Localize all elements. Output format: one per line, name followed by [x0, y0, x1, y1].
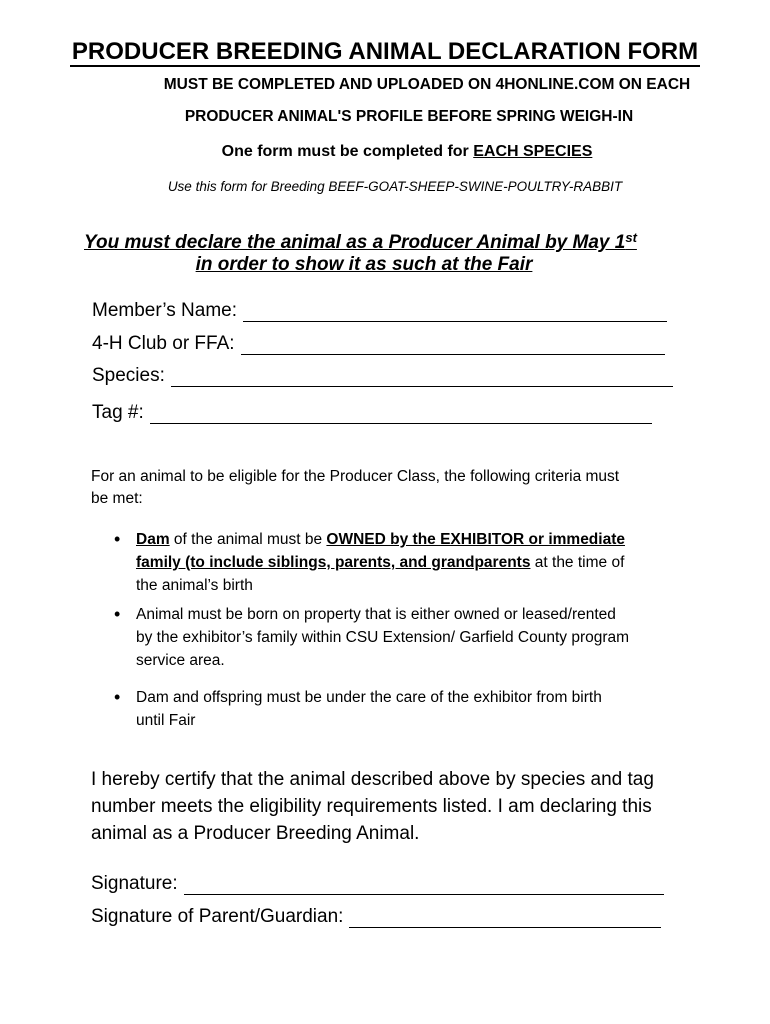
species-label: Species:	[92, 365, 165, 386]
member-name-field	[92, 300, 667, 322]
species-field	[92, 365, 673, 387]
tag-field	[92, 402, 652, 424]
subtitle-line-1: MUST BE COMPLETED AND UPLOADED ON 4HONLINE.COM ON EACH	[163, 76, 691, 93]
item1-mid: of the animal must be	[169, 531, 327, 548]
bullet-icon: •	[114, 687, 121, 707]
parent-signature-field	[91, 906, 661, 928]
declare-line-1-text: You must declare the animal as a Producer Animal by May 1	[84, 232, 626, 253]
signature-line[interactable]	[184, 876, 664, 895]
item1-end: at the time of the animal’s birth	[136, 554, 625, 594]
signature-label: Signature:	[91, 873, 178, 894]
bullet-icon: •	[114, 604, 121, 624]
list-item	[110, 686, 630, 732]
form-title	[0, 38, 770, 66]
member-name-label: Member’s Name:	[92, 300, 238, 321]
use-for-note: Use this form for Breeding BEEF-GOAT-SHEEP-SWINE-POULTRY-RABBIT	[167, 179, 623, 194]
one-form-prefix: One form must be completed for	[221, 143, 474, 160]
item3-text: Dam and offspring must be under the care of the exhibitor from birth until Fair	[136, 689, 602, 729]
certification-text: I hereby certify that the animal described above by species and tag number meets the eligibility requirements listed. I am declaring this animal as a Producer Breeding Animal.	[91, 769, 654, 844]
tag-label: Tag #:	[92, 402, 144, 423]
each-species-emphasis: EACH SPECIES	[473, 143, 593, 160]
subtitle-line-2: PRODUCER ANIMAL'S PROFILE BEFORE SPRING WEIGH-IN	[184, 108, 634, 125]
tag-line[interactable]	[150, 405, 652, 424]
ownership-emphasis: OWNED by the EXHIBITOR or immediate family (to include siblings, parents, and grandparents	[136, 531, 625, 571]
club-field	[92, 333, 665, 355]
signature-field	[91, 873, 664, 895]
bullet-icon: •	[114, 529, 121, 549]
list-item	[110, 528, 630, 597]
declare-line-1	[84, 230, 704, 254]
declare-deadline	[84, 230, 704, 276]
item2-text: Animal must be born on property that is either owned or leased/rented by the exhibitor’s family within CSU Extension/ Garfield County program service area.	[136, 606, 630, 669]
criteria-list	[110, 528, 630, 738]
criteria-intro: For an animal to be eligible for the Producer Class, the following criteria must be met:	[91, 468, 620, 507]
member-name-line[interactable]	[243, 303, 667, 322]
species-line[interactable]	[171, 368, 673, 387]
list-item	[110, 603, 630, 672]
form-title-text: PRODUCER BREEDING ANIMAL DECLARATION FORM	[71, 38, 699, 65]
one-form-notice	[0, 143, 770, 161]
declare-superscript: st	[625, 230, 637, 245]
club-label: 4-H Club or FFA:	[92, 333, 235, 354]
parent-signature-label: Signature of Parent/Guardian:	[91, 906, 344, 927]
club-line[interactable]	[241, 336, 665, 355]
dam-emphasis: Dam	[136, 531, 170, 548]
parent-signature-line[interactable]	[349, 909, 661, 928]
declare-line-2: in order to show it as such at the Fair	[195, 254, 533, 275]
